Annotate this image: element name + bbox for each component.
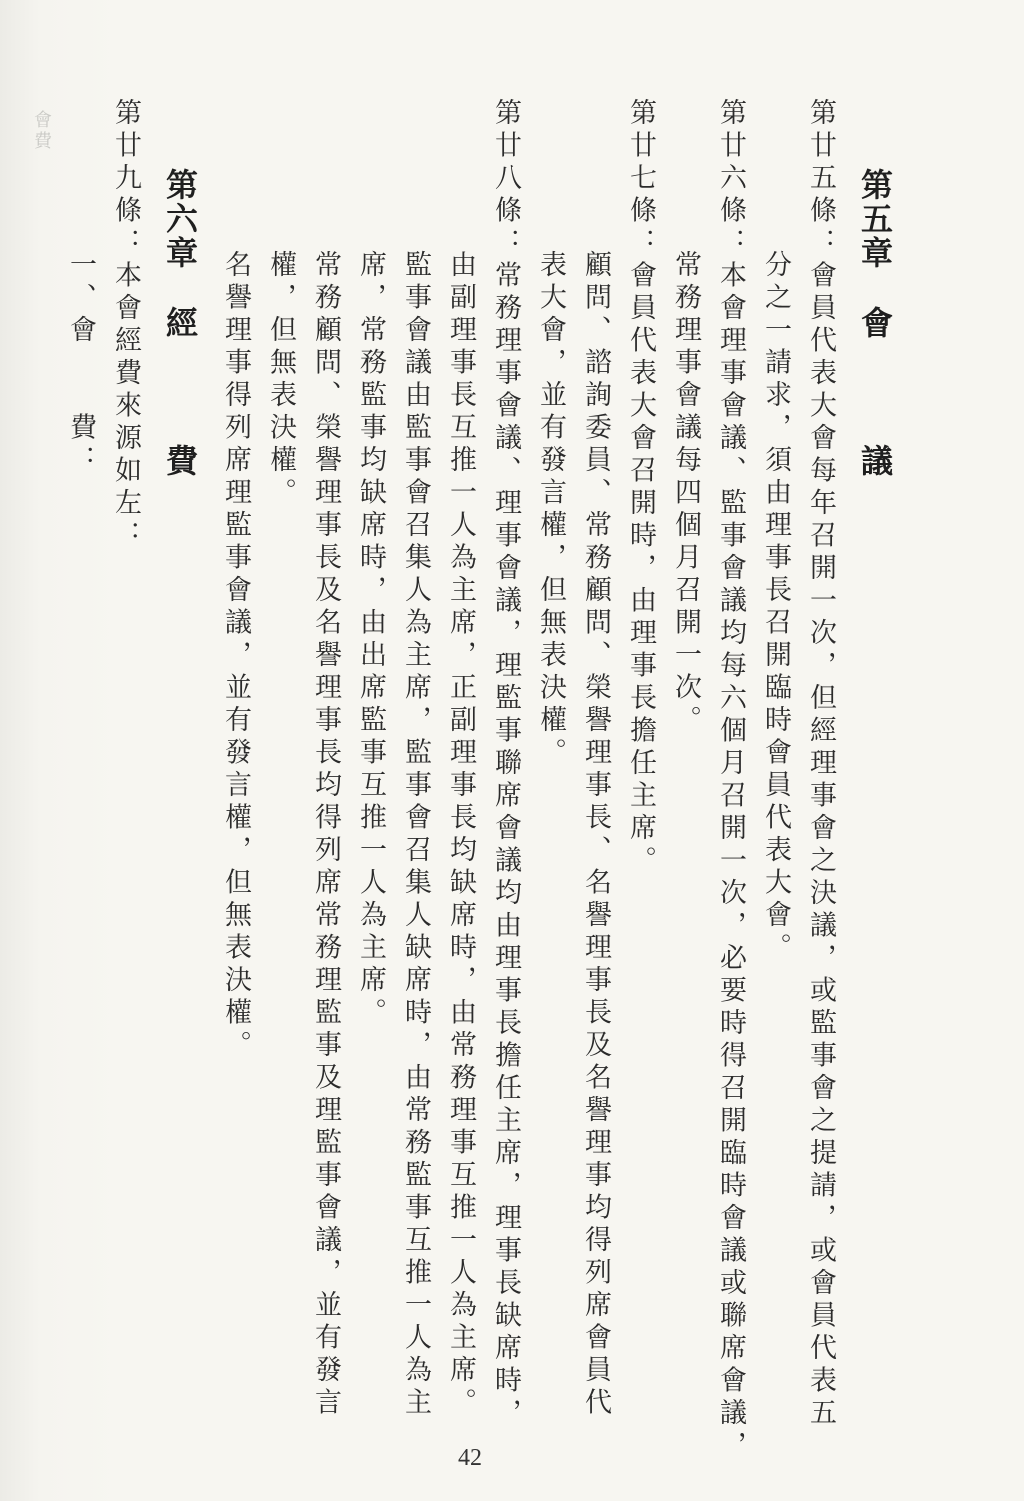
article-25-line-1: 第廿五條：會員代表大會每年召開一次，但經理事會之決議，或監事會之提請，或會員代表五: [805, 98, 836, 1431]
article-25-line-2: 分之一請求，須由理事長召開臨時會員代表大會。: [760, 250, 791, 965]
article-29-line-2: 一、會 費：: [65, 250, 96, 478]
article-28-line-4: 席，常務監事均缺席時，由出席監事互推一人為主席。: [355, 250, 386, 1030]
article-29-line-1: 第廿九條：本會經費來源如左：: [110, 98, 141, 553]
article-28-line-3: 監事會議由監事會召集人為主席，監事會召集人缺席時，由常務監事互推一人為主: [400, 250, 431, 1420]
article-28-line-7: 名譽理事得列席理監事會議，並有發言權，但無表決權。: [220, 250, 251, 1063]
article-26-line-1: 第廿六條：本會理事會議、監事會議均每六個月召開一次，必要時得召開臨時會議或聯席會議，: [715, 98, 746, 1463]
chapter-title: 經 費: [161, 306, 199, 490]
chapter-title: 會 議: [856, 306, 894, 490]
chapter-number: 第六章: [161, 168, 199, 270]
article-27-line-2: 顧問、諮詢委員、常務顧問、榮譽理事長、名譽理事長及名譽理事均得列席會員代: [580, 250, 611, 1420]
article-28-line-6: 權，但無表決權。: [265, 250, 296, 510]
article-28-line-1: 第廿八條：常務理事會議、理事會議，理監事聯席會議均由理事長擔任主席，理事長缺席時，: [490, 98, 521, 1431]
chapter-heading-5: [855, 168, 895, 490]
article-26-line-2: 常務理事會議每四個月召開一次。: [670, 250, 701, 738]
article-27-line-3: 表大會，並有發言權，但無表決權。: [535, 250, 566, 770]
article-27-line-1: 第廿七條：會員代表大會召開時，由理事長擔任主席。: [625, 98, 656, 878]
chapter-heading-6: [160, 168, 200, 490]
article-28-line-5: 常務顧問、榮譽理事長及名譽理事長均得列席常務理監事及理監事會議，並有發言: [310, 250, 341, 1420]
article-28-line-2: 由副理事長互推一人為主席，正副理事長均缺席時，由常務理事互推一人為主席。: [445, 250, 476, 1420]
page-number: 42: [458, 1445, 482, 1471]
bleed-through-text: 會費: [31, 110, 52, 152]
chapter-number: 第五章: [856, 168, 894, 270]
